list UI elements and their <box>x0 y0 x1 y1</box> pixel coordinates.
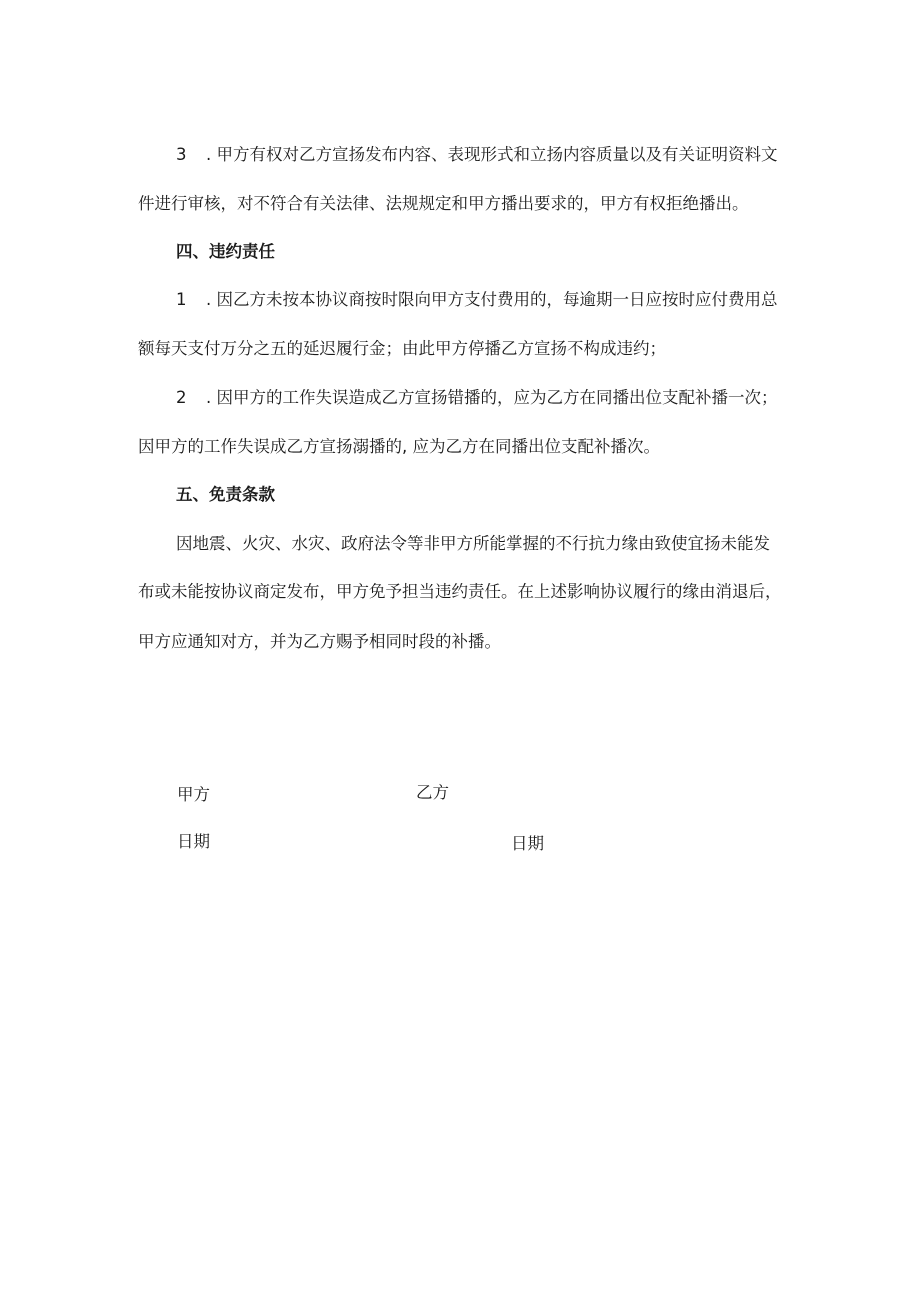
party-b-date-label: 日期 <box>511 834 544 853</box>
party-a-label: 甲方 <box>177 785 210 804</box>
section-5-line-3: 甲方应通知对方，并为乙方赐予相同时段的补播。 <box>138 632 501 651</box>
section-5-line-2: 布或未能按协议商定发布，甲方免予担当违约责任。在上述影响协议履行的缘由消退后， <box>138 582 782 601</box>
section-4-item-2-line-2: 因甲方的工作失误成乙方宣扬溺播的, 应为乙方在同播出位支配补播次。 <box>138 437 660 456</box>
section-5-heading: 五、免责条款 <box>176 485 275 504</box>
section-4-item-2-text-1: . 因甲方的工作失误造成乙方宣扬错播的，应为乙方在同播出位支配补播一次； <box>206 388 778 407</box>
section-5-line-1: 因地震、火灾、水灾、政府法令等非甲方所能掌握的不行抗力缘由致使宜扬未能发 <box>176 534 770 553</box>
section-4-item-1-text-1: . 因乙方未按本协议商按时限向甲方支付费用的，每逾期一日应按时应付费用总 <box>206 290 778 309</box>
section-4-item-1-line-2: 额每天支付万分之五的延迟履行金；由此甲方停播乙方宣扬不构成违约； <box>138 339 666 358</box>
clause-3-text-1: . 甲方有权对乙方宣扬发布内容、表现形式和立扬内容质量以及有关证明资料文 <box>206 145 778 164</box>
section-4-item-1-number: 1 <box>176 290 187 309</box>
section-4-heading: 四、违约责任 <box>176 242 275 261</box>
clause-3-line-1 <box>176 143 778 167</box>
party-b-label: 乙方 <box>416 783 449 802</box>
section-4-item-2-line-1 <box>176 386 778 410</box>
section-4-item-2-number: 2 <box>176 388 187 407</box>
party-a-date-label: 日期 <box>177 832 210 851</box>
clause-3-number: 3 <box>176 145 187 164</box>
clause-3-line-2: 件进行审核，对不符合有关法律、法规规定和甲方播出要求的，甲方有权拒绝播出。 <box>138 194 749 213</box>
section-4-item-1-line-1 <box>176 288 778 312</box>
